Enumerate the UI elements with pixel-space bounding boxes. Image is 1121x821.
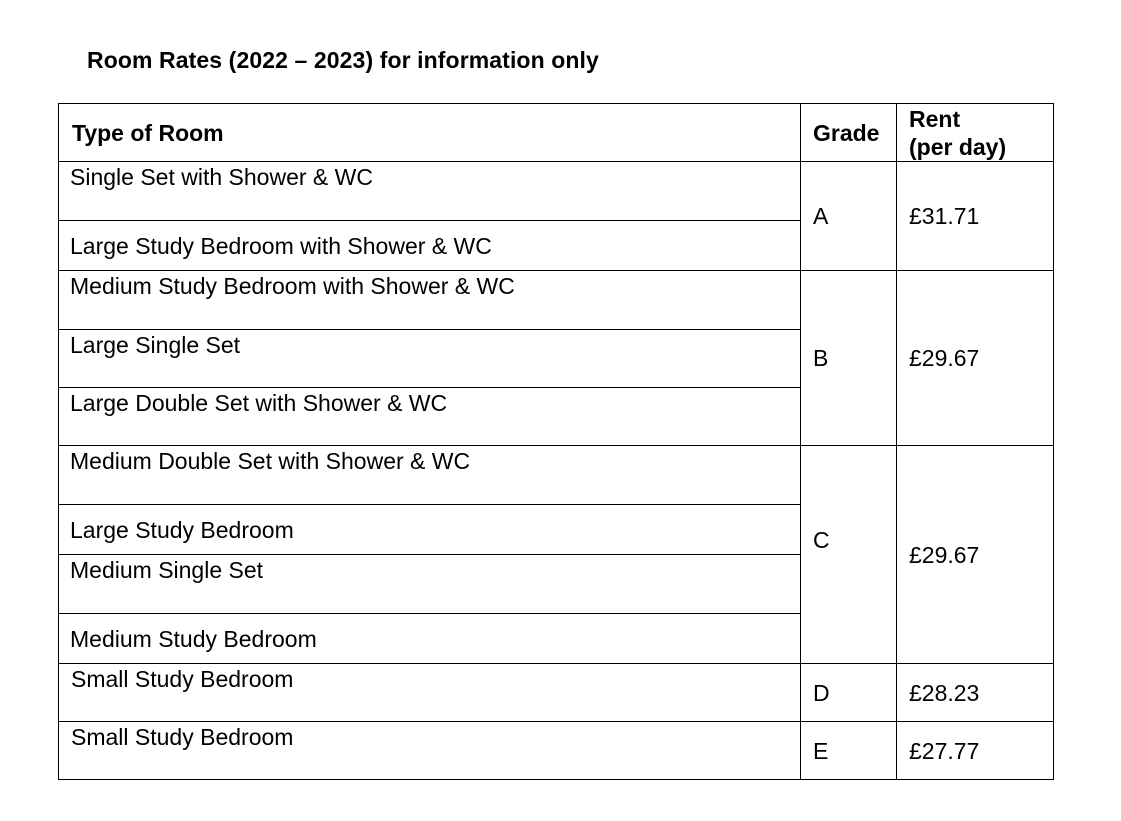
rent-value: £29.67 — [909, 345, 980, 371]
header-rent-unit: (per day) — [909, 134, 1007, 160]
group-divider — [58, 721, 1054, 722]
header-rent: Rent — [909, 106, 961, 132]
grade-value: B — [813, 345, 829, 371]
table-border-left — [58, 103, 59, 780]
table-border-top — [58, 103, 1054, 104]
room-type: Large Study Bedroom with Shower & WC — [70, 233, 492, 259]
table-border-right — [1053, 103, 1054, 780]
group-divider — [58, 663, 1054, 664]
row-divider — [58, 220, 801, 221]
header-divider — [58, 161, 1054, 162]
group-divider — [58, 445, 1054, 446]
column-divider-grade — [800, 103, 801, 780]
grade-value: E — [813, 738, 829, 764]
room-type: Large Double Set with Shower & WC — [70, 390, 448, 416]
grade-value: A — [813, 203, 829, 229]
row-divider — [58, 504, 801, 505]
row-divider — [58, 613, 801, 614]
grade-value: C — [813, 527, 830, 553]
grade-value: D — [813, 680, 830, 706]
header-type-of-room: Type of Room — [72, 120, 224, 146]
room-type: Medium Study Bedroom — [70, 626, 317, 652]
room-type: Medium Double Set with Shower & WC — [70, 448, 471, 474]
row-divider — [58, 329, 801, 330]
room-type: Small Study Bedroom — [71, 724, 294, 750]
rent-value: £28.23 — [909, 680, 980, 706]
page-title: Room Rates (2022 – 2023) for information only — [87, 47, 599, 73]
column-divider-rent — [896, 103, 897, 780]
rent-value: £31.71 — [909, 203, 980, 229]
group-divider — [58, 270, 1054, 271]
room-type: Large Study Bedroom — [70, 517, 294, 543]
room-type: Single Set with Shower & WC — [70, 164, 373, 190]
room-type: Medium Study Bedroom with Shower & WC — [70, 273, 515, 299]
table-border-bottom — [58, 779, 1054, 780]
row-divider — [58, 554, 801, 555]
room-type: Large Single Set — [70, 332, 241, 358]
row-divider — [58, 387, 801, 388]
room-type: Medium Single Set — [70, 557, 264, 583]
header-grade: Grade — [813, 120, 880, 146]
rent-value: £29.67 — [909, 542, 980, 568]
room-type: Small Study Bedroom — [71, 666, 294, 692]
rent-value: £27.77 — [909, 738, 980, 764]
